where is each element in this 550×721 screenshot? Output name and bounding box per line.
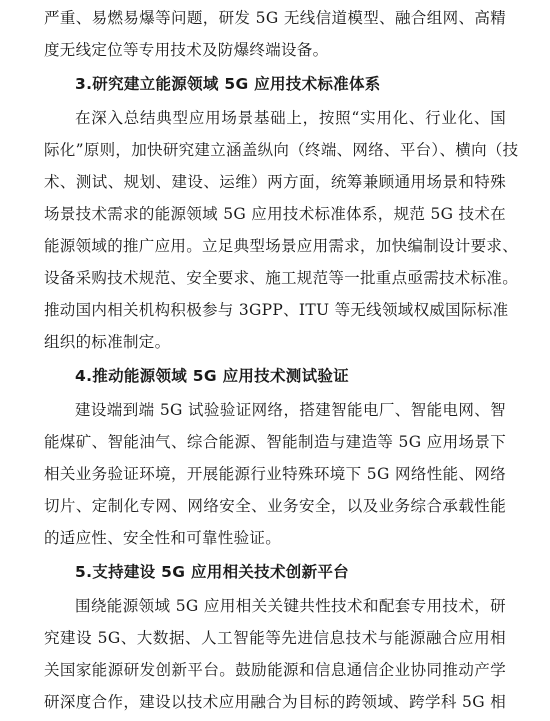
paragraph (44, 102, 519, 358)
section-heading: 3.研究建立能源领域 5G 应用技术标准体系 (75, 75, 381, 93)
section-heading: 5.支持建设 5G 应用相关技术创新平台 (75, 563, 349, 581)
text-line: 围绕能源领域 5G 应用相关关键共性技术和配套专用技术，研 (75, 597, 506, 615)
text-line: 研深度合作，建设以技术应用融合为目标的跨领域、跨学科 5G 相 (44, 693, 506, 711)
paragraph (44, 394, 506, 554)
section-heading: 4.推动能源领域 5G 应用技术测试验证 (75, 367, 349, 385)
text-line: 推动国内相关机构积极参与 3GPP、ITU 等无线领域权威国际标准 (44, 301, 509, 319)
document-page (44, 2, 519, 718)
text-line: 在深入总结典型应用场景基础上，按照“实用化、行业化、国 (75, 109, 506, 127)
text-line: 能源领域的推广应用。立足典型场景应用需求，加快编制设计要求、 (44, 237, 519, 255)
text-line: 场景技术需求的能源领域 5G 应用技术标准体系，规范 5G 技术在 (44, 205, 506, 223)
text-line: 度无线定位等专用技术及防爆终端设备。 (44, 41, 329, 59)
paragraph (44, 590, 506, 718)
text-line: 严重、易燃易爆等问题，研发 5G 无线信道模型、融合组网、高精 (44, 9, 506, 27)
text-line: 能煤矿、智能油气、综合能源、智能制造与建造等 5G 应用场景下 (44, 433, 506, 451)
text-line: 术、测试、规划、建设、运维）两方面，统筹兼顾通用场景和特殊 (44, 173, 506, 191)
text-line: 究建设 5G、大数据、人工智能等先进信息技术与能源融合应用相 (44, 629, 506, 647)
text-line: 设备采购技术规范、安全要求、施工规范等一批重点亟需技术标准。 (44, 269, 519, 287)
text-line: 际化”原则，加快研究建立涵盖纵向（终端、网络、平台）、横向（技 (44, 141, 519, 159)
text-line: 建设端到端 5G 试验验证网络，搭建智能电厂、智能电网、智 (75, 401, 506, 419)
text-line: 切片、定制化专网、网络安全、业务安全，以及业务综合承载性能 (44, 497, 506, 515)
text-line: 相关业务验证环境，开展能源行业特殊环境下 5G 网络性能、网络 (44, 465, 506, 483)
text-line: 组织的标准制定。 (44, 333, 171, 351)
text-line: 的适应性、安全性和可靠性验证。 (44, 529, 282, 547)
paragraph (44, 2, 506, 66)
text-line: 关国家能源研发创新平台。鼓励能源和信息通信企业协同推动产学 (44, 661, 506, 679)
